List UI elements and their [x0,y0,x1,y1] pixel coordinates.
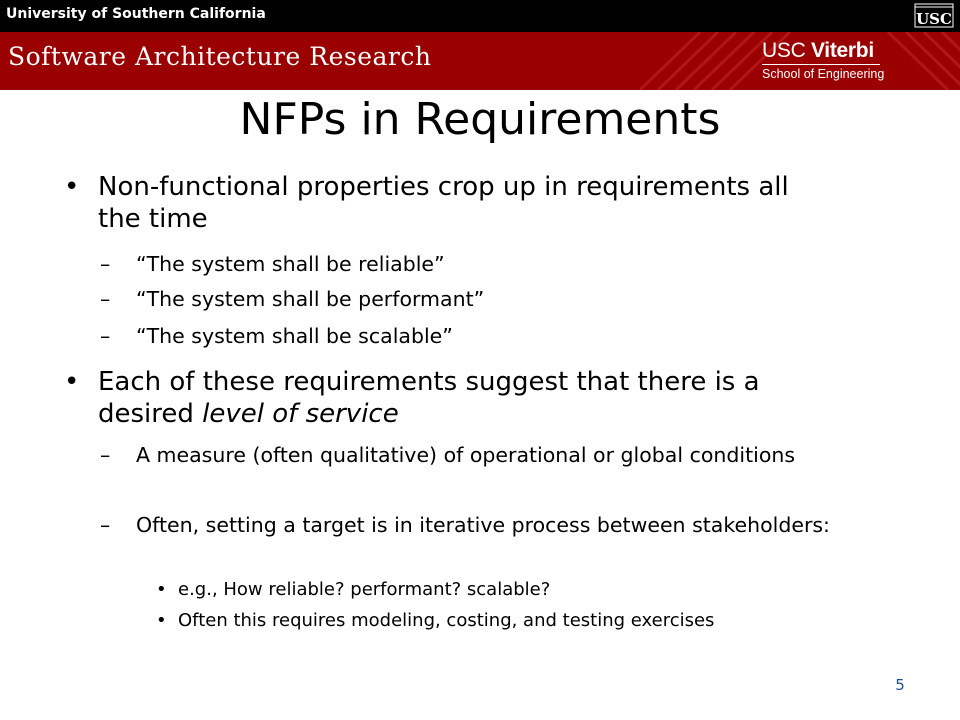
lab-name: Software Architecture Research [8,42,432,71]
sub-sub-bullet-2 [156,609,858,633]
bullet-2-emphasis: level of service [202,399,399,429]
sub-sub-bullet-text: e.g., How reliable? performant? scalable? [178,579,551,600]
sub-bullet-text: “The system shall be scalable” [136,324,453,348]
sub-bullet-text: A measure (often qualitative) of operational or global conditions [136,443,796,467]
bullet-2 [64,366,828,430]
dash-marker: – [100,324,111,348]
sub-bullet-2-2 [100,511,836,539]
bullet-marker: • [64,367,80,397]
sub-bullet-text: “The system shall be reliable” [136,252,445,276]
sub-sub-bullet-1 [156,578,858,602]
slide-title: NFPs in Requirements [239,94,721,145]
dash-marker: – [100,287,111,311]
bullet-1-text: Non-functional properties crop up in requirements all the time [98,172,789,234]
sub-bullet-text: Often, setting a target is in iterative process between stakeholders: [136,513,830,537]
sub-bullet-2-1 [100,441,836,469]
sub-sub-bullet-text: Often this requires modeling, costing, and testing exercises [178,610,715,631]
dash-marker: – [100,443,111,467]
sub-bullet-1-3 [100,322,836,350]
sub-bullet-text: “The system shall be performant” [136,287,485,311]
bullet-marker: • [156,579,167,600]
usc-logo-text: USC [916,10,952,28]
dash-marker: – [100,252,111,276]
bullet-2-text: Each of these requirements suggest that there is a desired [98,367,760,429]
viterbi-usc: USC [762,39,811,62]
viterbi-school: School of Engineering [762,67,885,81]
sub-bullet-1-1 [100,250,836,278]
university-name: University of Southern California [6,6,266,22]
page-number: 5 [895,676,905,694]
sub-bullet-1-2 [100,285,836,313]
viterbi-name: Viterbi [810,39,874,62]
bullet-marker: • [64,172,80,202]
bullet-1 [64,171,828,235]
dash-marker: – [100,513,111,537]
bullet-marker: • [156,610,167,631]
